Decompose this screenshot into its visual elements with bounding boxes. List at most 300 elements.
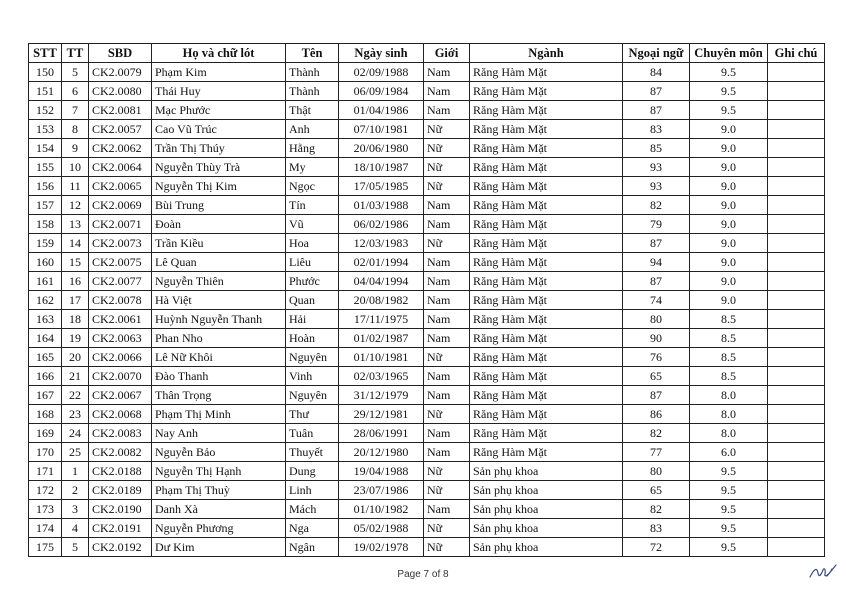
cell-gioi: Nữ [424, 158, 470, 177]
cell-ghi-chu [768, 101, 825, 120]
cell-stt: 167 [29, 386, 62, 405]
cell-tt: 18 [62, 310, 89, 329]
cell-ho-chu-lot: Đào Thanh [152, 367, 286, 386]
cell-tt: 17 [62, 291, 89, 310]
table-row [29, 215, 825, 234]
cell-nganh: Răng Hàm Mặt [470, 120, 623, 139]
cell-ten: Thư [286, 405, 339, 424]
cell-nganh: Răng Hàm Mặt [470, 329, 623, 348]
cell-gioi: Nam [424, 253, 470, 272]
cell-ten: Mách [286, 500, 339, 519]
cell-sbd: CK2.0192 [89, 538, 152, 557]
cell-sbd: CK2.0070 [89, 367, 152, 386]
cell-tt: 22 [62, 386, 89, 405]
cell-ngay-sinh: 02/01/1994 [339, 253, 424, 272]
cell-ho-chu-lot: Mạc Phước [152, 101, 286, 120]
cell-chuyen-mon: 8.5 [690, 310, 768, 329]
cell-ho-chu-lot: Trần Thị Thúy [152, 139, 286, 158]
col-header-ngoai-ngu: Ngoại ngữ [623, 44, 690, 63]
cell-ngay-sinh: 05/02/1988 [339, 519, 424, 538]
cell-tt: 4 [62, 519, 89, 538]
cell-ngoai-ngu: 76 [623, 348, 690, 367]
cell-ngoai-ngu: 79 [623, 215, 690, 234]
cell-sbd: CK2.0190 [89, 500, 152, 519]
cell-ngoai-ngu: 86 [623, 405, 690, 424]
cell-gioi: Nữ [424, 139, 470, 158]
table-row [29, 424, 825, 443]
table-row [29, 120, 825, 139]
cell-ghi-chu [768, 348, 825, 367]
cell-nganh: Răng Hàm Mặt [470, 405, 623, 424]
cell-sbd: CK2.0083 [89, 424, 152, 443]
cell-ngoai-ngu: 87 [623, 272, 690, 291]
cell-chuyen-mon: 9.0 [690, 120, 768, 139]
cell-gioi: Nam [424, 272, 470, 291]
cell-tt: 2 [62, 481, 89, 500]
header-row [29, 44, 825, 63]
table-body [29, 63, 825, 557]
cell-ho-chu-lot: Nguyễn Thùy Trà [152, 158, 286, 177]
cell-ho-chu-lot: Trần Kiều [152, 234, 286, 253]
cell-ngay-sinh: 04/04/1994 [339, 272, 424, 291]
cell-gioi: Nam [424, 101, 470, 120]
table-row [29, 367, 825, 386]
cell-gioi: Nữ [424, 538, 470, 557]
table-row [29, 386, 825, 405]
cell-ten: Linh [286, 481, 339, 500]
cell-tt: 9 [62, 139, 89, 158]
cell-ho-chu-lot: Bùi Trung [152, 196, 286, 215]
cell-stt: 162 [29, 291, 62, 310]
cell-ghi-chu [768, 443, 825, 462]
cell-ho-chu-lot: Nguyễn Thị Kim [152, 177, 286, 196]
cell-sbd: CK2.0068 [89, 405, 152, 424]
cell-stt: 160 [29, 253, 62, 272]
cell-sbd: CK2.0080 [89, 82, 152, 101]
cell-gioi: Nam [424, 386, 470, 405]
cell-nganh: Răng Hàm Mặt [470, 234, 623, 253]
cell-ngay-sinh: 19/02/1978 [339, 538, 424, 557]
cell-ho-chu-lot: Nguyễn Thị Hạnh [152, 462, 286, 481]
cell-ten: Tuân [286, 424, 339, 443]
cell-chuyen-mon: 9.5 [690, 481, 768, 500]
cell-nganh: Răng Hàm Mặt [470, 101, 623, 120]
initials-signature [808, 561, 838, 583]
cell-stt: 156 [29, 177, 62, 196]
cell-chuyen-mon: 9.5 [690, 538, 768, 557]
cell-chuyen-mon: 9.0 [690, 234, 768, 253]
cell-ghi-chu [768, 272, 825, 291]
cell-sbd: CK2.0078 [89, 291, 152, 310]
cell-ngoai-ngu: 82 [623, 500, 690, 519]
cell-ten: Thật [286, 101, 339, 120]
cell-gioi: Nam [424, 215, 470, 234]
cell-stt: 172 [29, 481, 62, 500]
cell-gioi: Nam [424, 82, 470, 101]
cell-ngoai-ngu: 83 [623, 519, 690, 538]
cell-nganh: Răng Hàm Mặt [470, 348, 623, 367]
col-header-gioi: Giới [424, 44, 470, 63]
cell-ngay-sinh: 20/06/1980 [339, 139, 424, 158]
cell-ho-chu-lot: Phạm Thị Minh [152, 405, 286, 424]
cell-sbd: CK2.0082 [89, 443, 152, 462]
table-row [29, 500, 825, 519]
cell-chuyen-mon: 8.5 [690, 348, 768, 367]
col-header-stt: STT [29, 44, 62, 63]
cell-tt: 14 [62, 234, 89, 253]
cell-ho-chu-lot: Nguyễn Phương [152, 519, 286, 538]
cell-ngoai-ngu: 87 [623, 234, 690, 253]
cell-gioi: Nữ [424, 177, 470, 196]
cell-nganh: Răng Hàm Mặt [470, 139, 623, 158]
cell-stt: 175 [29, 538, 62, 557]
cell-chuyen-mon: 9.5 [690, 63, 768, 82]
cell-sbd: CK2.0071 [89, 215, 152, 234]
cell-ghi-chu [768, 386, 825, 405]
cell-sbd: CK2.0073 [89, 234, 152, 253]
cell-ten: Nga [286, 519, 339, 538]
cell-ngay-sinh: 19/04/1988 [339, 462, 424, 481]
cell-stt: 157 [29, 196, 62, 215]
table-row [29, 101, 825, 120]
cell-tt: 11 [62, 177, 89, 196]
cell-ngoai-ngu: 93 [623, 177, 690, 196]
cell-stt: 171 [29, 462, 62, 481]
cell-ten: Thành [286, 82, 339, 101]
cell-ghi-chu [768, 177, 825, 196]
cell-nganh: Răng Hàm Mặt [470, 291, 623, 310]
cell-ghi-chu [768, 424, 825, 443]
cell-ho-chu-lot: Nguyễn Bảo [152, 443, 286, 462]
cell-nganh: Răng Hàm Mặt [470, 272, 623, 291]
cell-ghi-chu [768, 63, 825, 82]
table-row [29, 310, 825, 329]
cell-ten: Hằng [286, 139, 339, 158]
col-header-chuyen-mon: Chuyên môn [690, 44, 768, 63]
cell-ghi-chu [768, 196, 825, 215]
cell-ten: Nguyên [286, 386, 339, 405]
cell-gioi: Nữ [424, 120, 470, 139]
cell-stt: 155 [29, 158, 62, 177]
table-row [29, 443, 825, 462]
cell-ngay-sinh: 01/10/1981 [339, 348, 424, 367]
cell-stt: 154 [29, 139, 62, 158]
cell-nganh: Sản phụ khoa [470, 462, 623, 481]
cell-sbd: CK2.0075 [89, 253, 152, 272]
cell-gioi: Nam [424, 424, 470, 443]
cell-sbd: CK2.0067 [89, 386, 152, 405]
cell-ngay-sinh: 07/10/1981 [339, 120, 424, 139]
cell-tt: 10 [62, 158, 89, 177]
cell-chuyen-mon: 9.0 [690, 177, 768, 196]
cell-tt: 12 [62, 196, 89, 215]
cell-chuyen-mon: 8.5 [690, 367, 768, 386]
cell-ghi-chu [768, 310, 825, 329]
cell-nganh: Răng Hàm Mặt [470, 63, 623, 82]
cell-ho-chu-lot: Phạm Thị Thuỳ [152, 481, 286, 500]
cell-ghi-chu [768, 139, 825, 158]
cell-tt: 25 [62, 443, 89, 462]
cell-sbd: CK2.0064 [89, 158, 152, 177]
cell-nganh: Sản phụ khoa [470, 519, 623, 538]
cell-chuyen-mon: 9.5 [690, 101, 768, 120]
table-row [29, 177, 825, 196]
cell-stt: 161 [29, 272, 62, 291]
cell-ten: Thành [286, 63, 339, 82]
cell-ghi-chu [768, 329, 825, 348]
cell-ghi-chu [768, 519, 825, 538]
cell-ngay-sinh: 01/02/1987 [339, 329, 424, 348]
cell-nganh: Sản phụ khoa [470, 481, 623, 500]
cell-ghi-chu [768, 158, 825, 177]
cell-gioi: Nam [424, 329, 470, 348]
cell-ten: Hải [286, 310, 339, 329]
cell-ho-chu-lot: Lê Nữ Khôi [152, 348, 286, 367]
cell-ten: Phước [286, 272, 339, 291]
cell-chuyen-mon: 8.5 [690, 329, 768, 348]
cell-ngoai-ngu: 82 [623, 196, 690, 215]
cell-nganh: Răng Hàm Mặt [470, 310, 623, 329]
cell-ghi-chu [768, 82, 825, 101]
cell-ten: Tín [286, 196, 339, 215]
cell-ngoai-ngu: 87 [623, 82, 690, 101]
cell-ho-chu-lot: Lê Quan [152, 253, 286, 272]
cell-sbd: CK2.0065 [89, 177, 152, 196]
cell-chuyen-mon: 9.5 [690, 462, 768, 481]
cell-tt: 19 [62, 329, 89, 348]
cell-ghi-chu [768, 405, 825, 424]
col-header-ghi-chu: Ghi chú [768, 44, 825, 63]
cell-ten: Vũ [286, 215, 339, 234]
cell-ngoai-ngu: 72 [623, 538, 690, 557]
cell-sbd: CK2.0069 [89, 196, 152, 215]
table-row [29, 481, 825, 500]
table-row [29, 253, 825, 272]
cell-sbd: CK2.0061 [89, 310, 152, 329]
col-header-ten: Tên [286, 44, 339, 63]
table-row [29, 538, 825, 557]
cell-ten: Hoàn [286, 329, 339, 348]
cell-chuyen-mon: 9.0 [690, 158, 768, 177]
cell-chuyen-mon: 8.0 [690, 405, 768, 424]
cell-nganh: Răng Hàm Mặt [470, 443, 623, 462]
cell-nganh: Răng Hàm Mặt [470, 215, 623, 234]
cell-ngay-sinh: 12/03/1983 [339, 234, 424, 253]
cell-nganh: Răng Hàm Mặt [470, 386, 623, 405]
cell-ho-chu-lot: Huỳnh Nguyễn Thanh [152, 310, 286, 329]
cell-gioi: Nam [424, 63, 470, 82]
table-row [29, 158, 825, 177]
table-row [29, 272, 825, 291]
table-row [29, 234, 825, 253]
cell-sbd: CK2.0077 [89, 272, 152, 291]
cell-tt: 1 [62, 462, 89, 481]
cell-sbd: CK2.0079 [89, 63, 152, 82]
cell-chuyen-mon: 9.0 [690, 291, 768, 310]
cell-sbd: CK2.0062 [89, 139, 152, 158]
cell-stt: 164 [29, 329, 62, 348]
cell-nganh: Răng Hàm Mặt [470, 82, 623, 101]
table-row [29, 196, 825, 215]
cell-stt: 151 [29, 82, 62, 101]
cell-gioi: Nữ [424, 462, 470, 481]
cell-ten: Dung [286, 462, 339, 481]
cell-tt: 3 [62, 500, 89, 519]
cell-chuyen-mon: 9.5 [690, 500, 768, 519]
table-row [29, 63, 825, 82]
cell-tt: 8 [62, 120, 89, 139]
cell-ten: Liêu [286, 253, 339, 272]
cell-ngay-sinh: 06/09/1984 [339, 82, 424, 101]
cell-stt: 170 [29, 443, 62, 462]
table-row [29, 82, 825, 101]
cell-tt: 24 [62, 424, 89, 443]
cell-ten: Nguyên [286, 348, 339, 367]
cell-gioi: Nam [424, 367, 470, 386]
cell-ten: My [286, 158, 339, 177]
cell-stt: 166 [29, 367, 62, 386]
cell-chuyen-mon: 9.0 [690, 253, 768, 272]
table-row [29, 329, 825, 348]
col-header-tt: TT [62, 44, 89, 63]
col-header-ngay-sinh: Ngày sinh [339, 44, 424, 63]
cell-sbd: CK2.0191 [89, 519, 152, 538]
cell-tt: 13 [62, 215, 89, 234]
cell-ghi-chu [768, 500, 825, 519]
cell-nganh: Răng Hàm Mặt [470, 196, 623, 215]
cell-ngoai-ngu: 65 [623, 367, 690, 386]
cell-ngay-sinh: 29/12/1981 [339, 405, 424, 424]
cell-ngay-sinh: 28/06/1991 [339, 424, 424, 443]
cell-ho-chu-lot: Nguyễn Thiên [152, 272, 286, 291]
cell-ho-chu-lot: Thân Trọng [152, 386, 286, 405]
cell-gioi: Nữ [424, 234, 470, 253]
cell-tt: 5 [62, 63, 89, 82]
cell-chuyen-mon: 8.0 [690, 386, 768, 405]
cell-nganh: Răng Hàm Mặt [470, 424, 623, 443]
cell-tt: 5 [62, 538, 89, 557]
cell-sbd: CK2.0063 [89, 329, 152, 348]
cell-ngoai-ngu: 82 [623, 424, 690, 443]
cell-sbd: CK2.0057 [89, 120, 152, 139]
cell-stt: 169 [29, 424, 62, 443]
cell-ngoai-ngu: 65 [623, 481, 690, 500]
cell-ngoai-ngu: 80 [623, 462, 690, 481]
table-row [29, 139, 825, 158]
cell-sbd: CK2.0066 [89, 348, 152, 367]
cell-ho-chu-lot: Cao Vũ Trúc [152, 120, 286, 139]
cell-ghi-chu [768, 481, 825, 500]
cell-ngoai-ngu: 87 [623, 101, 690, 120]
cell-ngay-sinh: 17/11/1975 [339, 310, 424, 329]
cell-nganh: Sản phụ khoa [470, 538, 623, 557]
page-number: Page 7 of 8 [397, 569, 449, 580]
cell-ngay-sinh: 06/02/1986 [339, 215, 424, 234]
cell-ho-chu-lot: Phạm Kim [152, 63, 286, 82]
cell-ngoai-ngu: 80 [623, 310, 690, 329]
cell-stt: 168 [29, 405, 62, 424]
cell-ngoai-ngu: 74 [623, 291, 690, 310]
cell-ten: Hoa [286, 234, 339, 253]
cell-ho-chu-lot: Đoàn [152, 215, 286, 234]
cell-nganh: Sản phụ khoa [470, 500, 623, 519]
cell-ghi-chu [768, 291, 825, 310]
cell-ngay-sinh: 01/04/1986 [339, 101, 424, 120]
cell-nganh: Răng Hàm Mặt [470, 177, 623, 196]
cell-tt: 6 [62, 82, 89, 101]
cell-gioi: Nam [424, 196, 470, 215]
cell-gioi: Nam [424, 291, 470, 310]
cell-ghi-chu [768, 120, 825, 139]
cell-tt: 20 [62, 348, 89, 367]
cell-ngay-sinh: 31/12/1979 [339, 386, 424, 405]
cell-stt: 152 [29, 101, 62, 120]
cell-ngay-sinh: 23/07/1986 [339, 481, 424, 500]
cell-ten: Quan [286, 291, 339, 310]
cell-gioi: Nữ [424, 519, 470, 538]
cell-ngay-sinh: 02/09/1988 [339, 63, 424, 82]
cell-tt: 23 [62, 405, 89, 424]
cell-ten: Ngân [286, 538, 339, 557]
cell-stt: 173 [29, 500, 62, 519]
cell-ngay-sinh: 02/03/1965 [339, 367, 424, 386]
cell-sbd: CK2.0188 [89, 462, 152, 481]
cell-ghi-chu [768, 367, 825, 386]
cell-gioi: Nữ [424, 481, 470, 500]
table-row [29, 348, 825, 367]
cell-tt: 15 [62, 253, 89, 272]
cell-ho-chu-lot: Nay Anh [152, 424, 286, 443]
cell-ngay-sinh: 18/10/1987 [339, 158, 424, 177]
cell-ho-chu-lot: Thái Huy [152, 82, 286, 101]
cell-sbd: CK2.0081 [89, 101, 152, 120]
cell-ngoai-ngu: 94 [623, 253, 690, 272]
cell-ten: Ngọc [286, 177, 339, 196]
cell-sbd: CK2.0189 [89, 481, 152, 500]
cell-ten: Anh [286, 120, 339, 139]
cell-stt: 163 [29, 310, 62, 329]
cell-gioi: Nam [424, 310, 470, 329]
cell-ngay-sinh: 01/03/1988 [339, 196, 424, 215]
table-row [29, 291, 825, 310]
results-table [28, 43, 825, 557]
cell-ho-chu-lot: Hà Việt [152, 291, 286, 310]
cell-stt: 150 [29, 63, 62, 82]
cell-ho-chu-lot: Phan Nho [152, 329, 286, 348]
cell-ho-chu-lot: Dư Kim [152, 538, 286, 557]
cell-ngoai-ngu: 85 [623, 139, 690, 158]
cell-chuyen-mon: 9.0 [690, 215, 768, 234]
table-row [29, 462, 825, 481]
cell-ngoai-ngu: 87 [623, 386, 690, 405]
cell-chuyen-mon: 9.0 [690, 139, 768, 158]
table-row [29, 405, 825, 424]
cell-nganh: Răng Hàm Mặt [470, 158, 623, 177]
col-header-nganh: Ngành [470, 44, 623, 63]
cell-chuyen-mon: 9.5 [690, 82, 768, 101]
cell-nganh: Răng Hàm Mặt [470, 367, 623, 386]
cell-nganh: Răng Hàm Mặt [470, 253, 623, 272]
cell-ngoai-ngu: 93 [623, 158, 690, 177]
cell-ghi-chu [768, 234, 825, 253]
cell-ghi-chu [768, 538, 825, 557]
cell-stt: 165 [29, 348, 62, 367]
cell-gioi: Nữ [424, 405, 470, 424]
cell-tt: 21 [62, 367, 89, 386]
cell-ghi-chu [768, 462, 825, 481]
cell-stt: 159 [29, 234, 62, 253]
cell-ngay-sinh: 01/10/1982 [339, 500, 424, 519]
